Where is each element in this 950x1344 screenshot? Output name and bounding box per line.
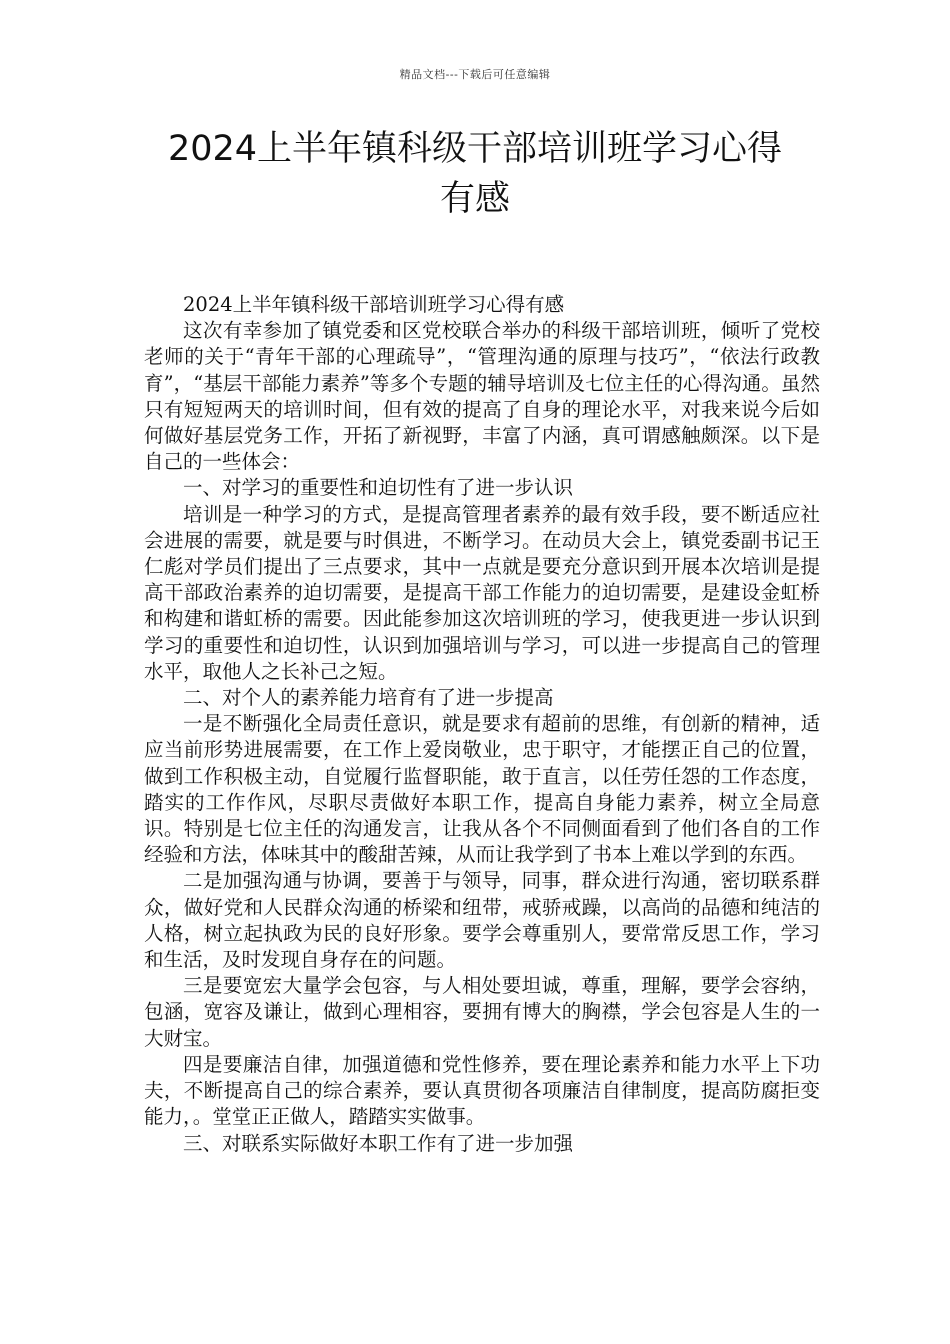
- paragraph-subtitle: 2024上半年镇科级干部培训班学习心得有感: [183, 293, 565, 316]
- paragraph: 四是要廉洁自律，加强道德和党性修养，要在理论素养和能力水平上下功夫，不断提高自己的综合素养，要认真贯彻各项廉洁自律制度，提高防腐拒变能力，。堂堂正正做人，踏踏实实做事。: [144, 1052, 820, 1129]
- paragraph: 培训是一种学习的方式，是提高管理者素养的最有效手段，要不断适应社会进展的需要，就是要与时俱进，不断学习。在动员大会上，镇党委副书记王仁彪对学员们提出了三点要求，其中一点就是要充分意识到开展本次培训是提高干部政治素养的迫切需要，是提高干部工作能力的迫切需要，是建设金虹桥和构建和谐虹桥的需要。因此能参加这次培训班的学习，使我更进一步认识到学习的重要性和迫切性，认识到加强培训与学习，可以进一步提高自己的管理水平，取他人之长补己之短。: [144, 502, 820, 683]
- page-title: [120, 124, 830, 224]
- header-note: 精品文档---下载后可任意编辑: [399, 68, 551, 81]
- document-body: [144, 292, 820, 1157]
- title-line-1: 2024上半年镇科级干部培训班学习心得: [167, 129, 783, 169]
- paragraph-intro: 这次有幸参加了镇党委和区党校联合举办的科级干部培训班，倾听了党校老师的关于“青年干部的心理疏导”，“管理沟通的原理与技巧”，“依法行政教育”，“基层干部能力素养”等多个专题的辅导培训及七位主任的心得沟通。虽然只有短短两天的培训时间，但有效的提高了自身的理论水平，对我来说今后如何做好基层党务工作，开拓了新视野，丰富了内涵，真可谓感触颇深。以下是自己的一些体会：: [144, 319, 820, 474]
- paragraph: 三是要宽宏大量学会包容，与人相处要坦诚，尊重，理解，要学会容纳，包涵，宽容及谦让，做到心理相容，要拥有博大的胸襟，学会包容是人生的一大财宝。: [144, 974, 820, 1050]
- title-line-2: 有感: [439, 179, 510, 219]
- paragraph: 二是加强沟通与协调，要善于与领导，同事，群众进行沟通，密切联系群众，做好党和人民群众沟通的桥梁和纽带，戒骄戒躁，以高尚的品德和纯洁的人格，树立起执政为民的良好形象。要学会尊重别人，要常常反思工作，学习和生活，及时发现自身存在的问题。: [144, 869, 820, 972]
- section-heading-2: 二、对个人的素养能力培育有了进一步提高: [183, 686, 554, 710]
- section-heading-3: 三、对联系实际做好本职工作有了进一步加强: [183, 1131, 574, 1155]
- paragraph: 一是不断强化全局责任意识，就是要求有超前的思维，有创新的精神，适应当前形势进展需要，在工作上爱岗敬业，忠于职守，才能摆正自己的位置，做到工作积极主动，自觉履行监督职能，敢于直言，以任劳任怨的工作态度，踏实的工作作风，尽职尽责做好本职工作，提高自身能力素养，树立全局意识。特别是七位主任的沟通发言，让我从各个不同侧面看到了他们各自的工作经验和方法，体味其中的酸甜苦辣，从而让我学到了书本上难以学到的东西。: [144, 712, 820, 867]
- section-heading-1: 一、对学习的重要性和迫切性有了进一步认识: [183, 476, 574, 500]
